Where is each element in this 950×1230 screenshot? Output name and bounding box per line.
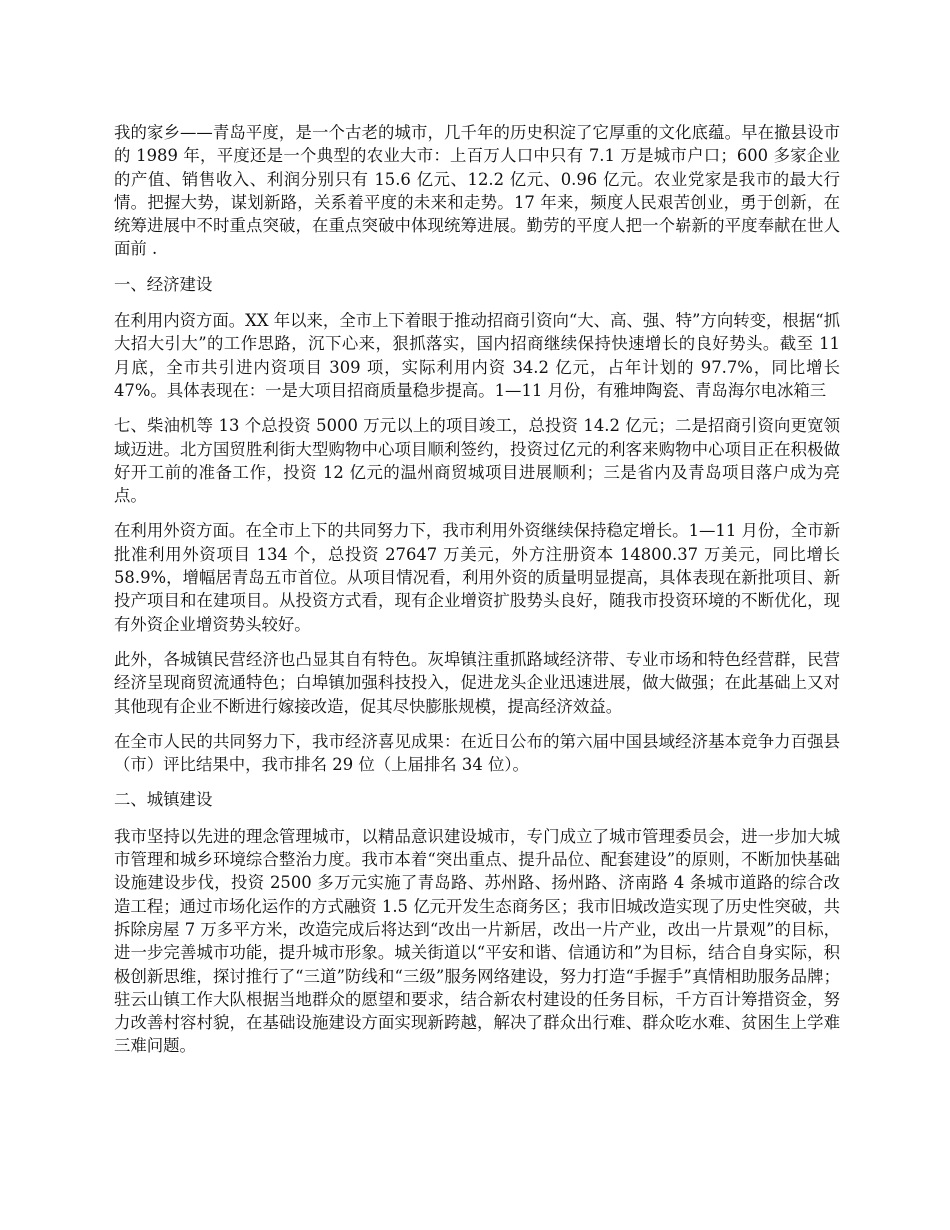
major-projects-paragraph: 七、柴油机等 13 个总投资 5000 万元以上的项目竣工，总投资 14.2 亿元；二是招商引资向更宽领域迈进。北方国贸胜利街大型购物中心项目顺利签约，投资过亿元的利客来购物中心项目正在积极做好开工前的准备工作，投资 12 亿元的温州商贸城项目进展顺利；三是省内及青岛项目落户成为亮点。 <box>114 416 840 506</box>
domestic-investment-paragraph: 在利用内资方面。XX 年以来，全市上下着眼于推动招商引资向“大、高、强、特”方向转变，根据“抓大招大引大”的工作思路，沉下心来，狠抓落实，国内招商继续保持快速增长的良好势头。截至 11 月底，全市共引进内资项目 309 项，实际利用内资 34.2 亿元，占年计划的 97.7%，同比增长 47%。具体表现在：一是大项目招商质量稳步提高。1—11 月份，有雅坤陶瓷、青岛海尔电冰箱三 <box>114 311 840 400</box>
section-heading-urban: 二、城镇建设 <box>114 790 213 810</box>
urban-construction-paragraph: 我市坚持以先进的理念管理城市，以精品意识建设城市，专门成立了城市管理委员会，进一步加大城市管理和城乡环境综合整治力度。我市本着“突出重点、提升品位、配套建设”的原则，不断加快基础设施建设步伐，投资 2500 多万元实施了青岛路、苏州路、扬州路、济南路 4 条城市道路的综合改造工程；通过市场化运作的方式融资 1.5 亿元开发生态商务区；我市旧城改造实现了历史性突破，共拆除房屋 7 万多平方米，改造完成后将达到“改出一片新居，改出一片产业，改出一片景观”的目标，进一步完善城市功能，提升城市形象。城关街道以“平安和谐、信通访和”为目标，结合自身实际，积极创新思维，探讨推行了“三道”防线和“三级”服务网络建设，努力打造“手握手”真情相助服务品牌；驻云山镇工作大队根据当地群众的愿望和要求，结合新农村建设的任务目标，千方百计筹措资金，努力改善村容村貌，在基础设施建设方面实现新跨越，解决了群众出行难、群众吃水难、贫困生上学难三难问题。 <box>114 826 841 1056</box>
section-heading-economy: 一、经济建设 <box>114 274 213 294</box>
private-economy-paragraph: 此外，各城镇民营经济也凸显其自有特色。灰埠镇注重抓路域经济带、专业市场和特色经营群，民营经济呈现商贸流通特色；白埠镇加强科技投入，促进龙头企业迅速进展，做大做强；在此基础上又对其他现有企业不断进行嫁接改造，促其尽快膨胀规模，提高经济效益。 <box>114 649 840 716</box>
ranking-paragraph: 在全市人民的共同努力下，我市经济喜见成果：在近日公布的第六届中国县域经济基本竞争力百强县（市）评比结果中，我市排名 29 位（上届排名 34 位）。 <box>114 731 840 775</box>
intro-paragraph: 我的家乡——青岛平度，是一个古老的城市，几千年的历史积淀了它厚重的文化底蕴。早在撤县设市的 1989 年，平度还是一个典型的农业大市：上百万人口中只有 7.1 万是城市户口；600 多家企业的产值、销售收入、利润分别只有 15.6 亿元、12.2 亿元、0.96 亿元。农业党家是我市的最大行情。把握大势，谋划新路，关系着平度的未来和走势。17 年来，频度人民艰苦创业，勇于创新，在统筹进展中不时重点突破，在重点突破中体现统筹进展。勤劳的平度人把一个崭新的平度奉献在世人面前 . <box>114 123 840 259</box>
foreign-investment-paragraph: 在利用外资方面。在全市上下的共同努力下，我市利用外资继续保持稳定增长。1—11 月份，全市新批准利用外资项目 134 个，总投资 27647 万美元，外方注册资本 14800.37 万美元，同比增长 58.9%，增幅居青岛五市首位。从项目情况看，利用外资的质量明显提高，具体表现在新批项目、新投产项目和在建项目。从投资方式看，现有企业增资扩股势头良好，随我市投资环境的不断优化，现有外资企业增资势头较好。 <box>114 521 840 634</box>
document-page <box>114 121 840 1070</box>
